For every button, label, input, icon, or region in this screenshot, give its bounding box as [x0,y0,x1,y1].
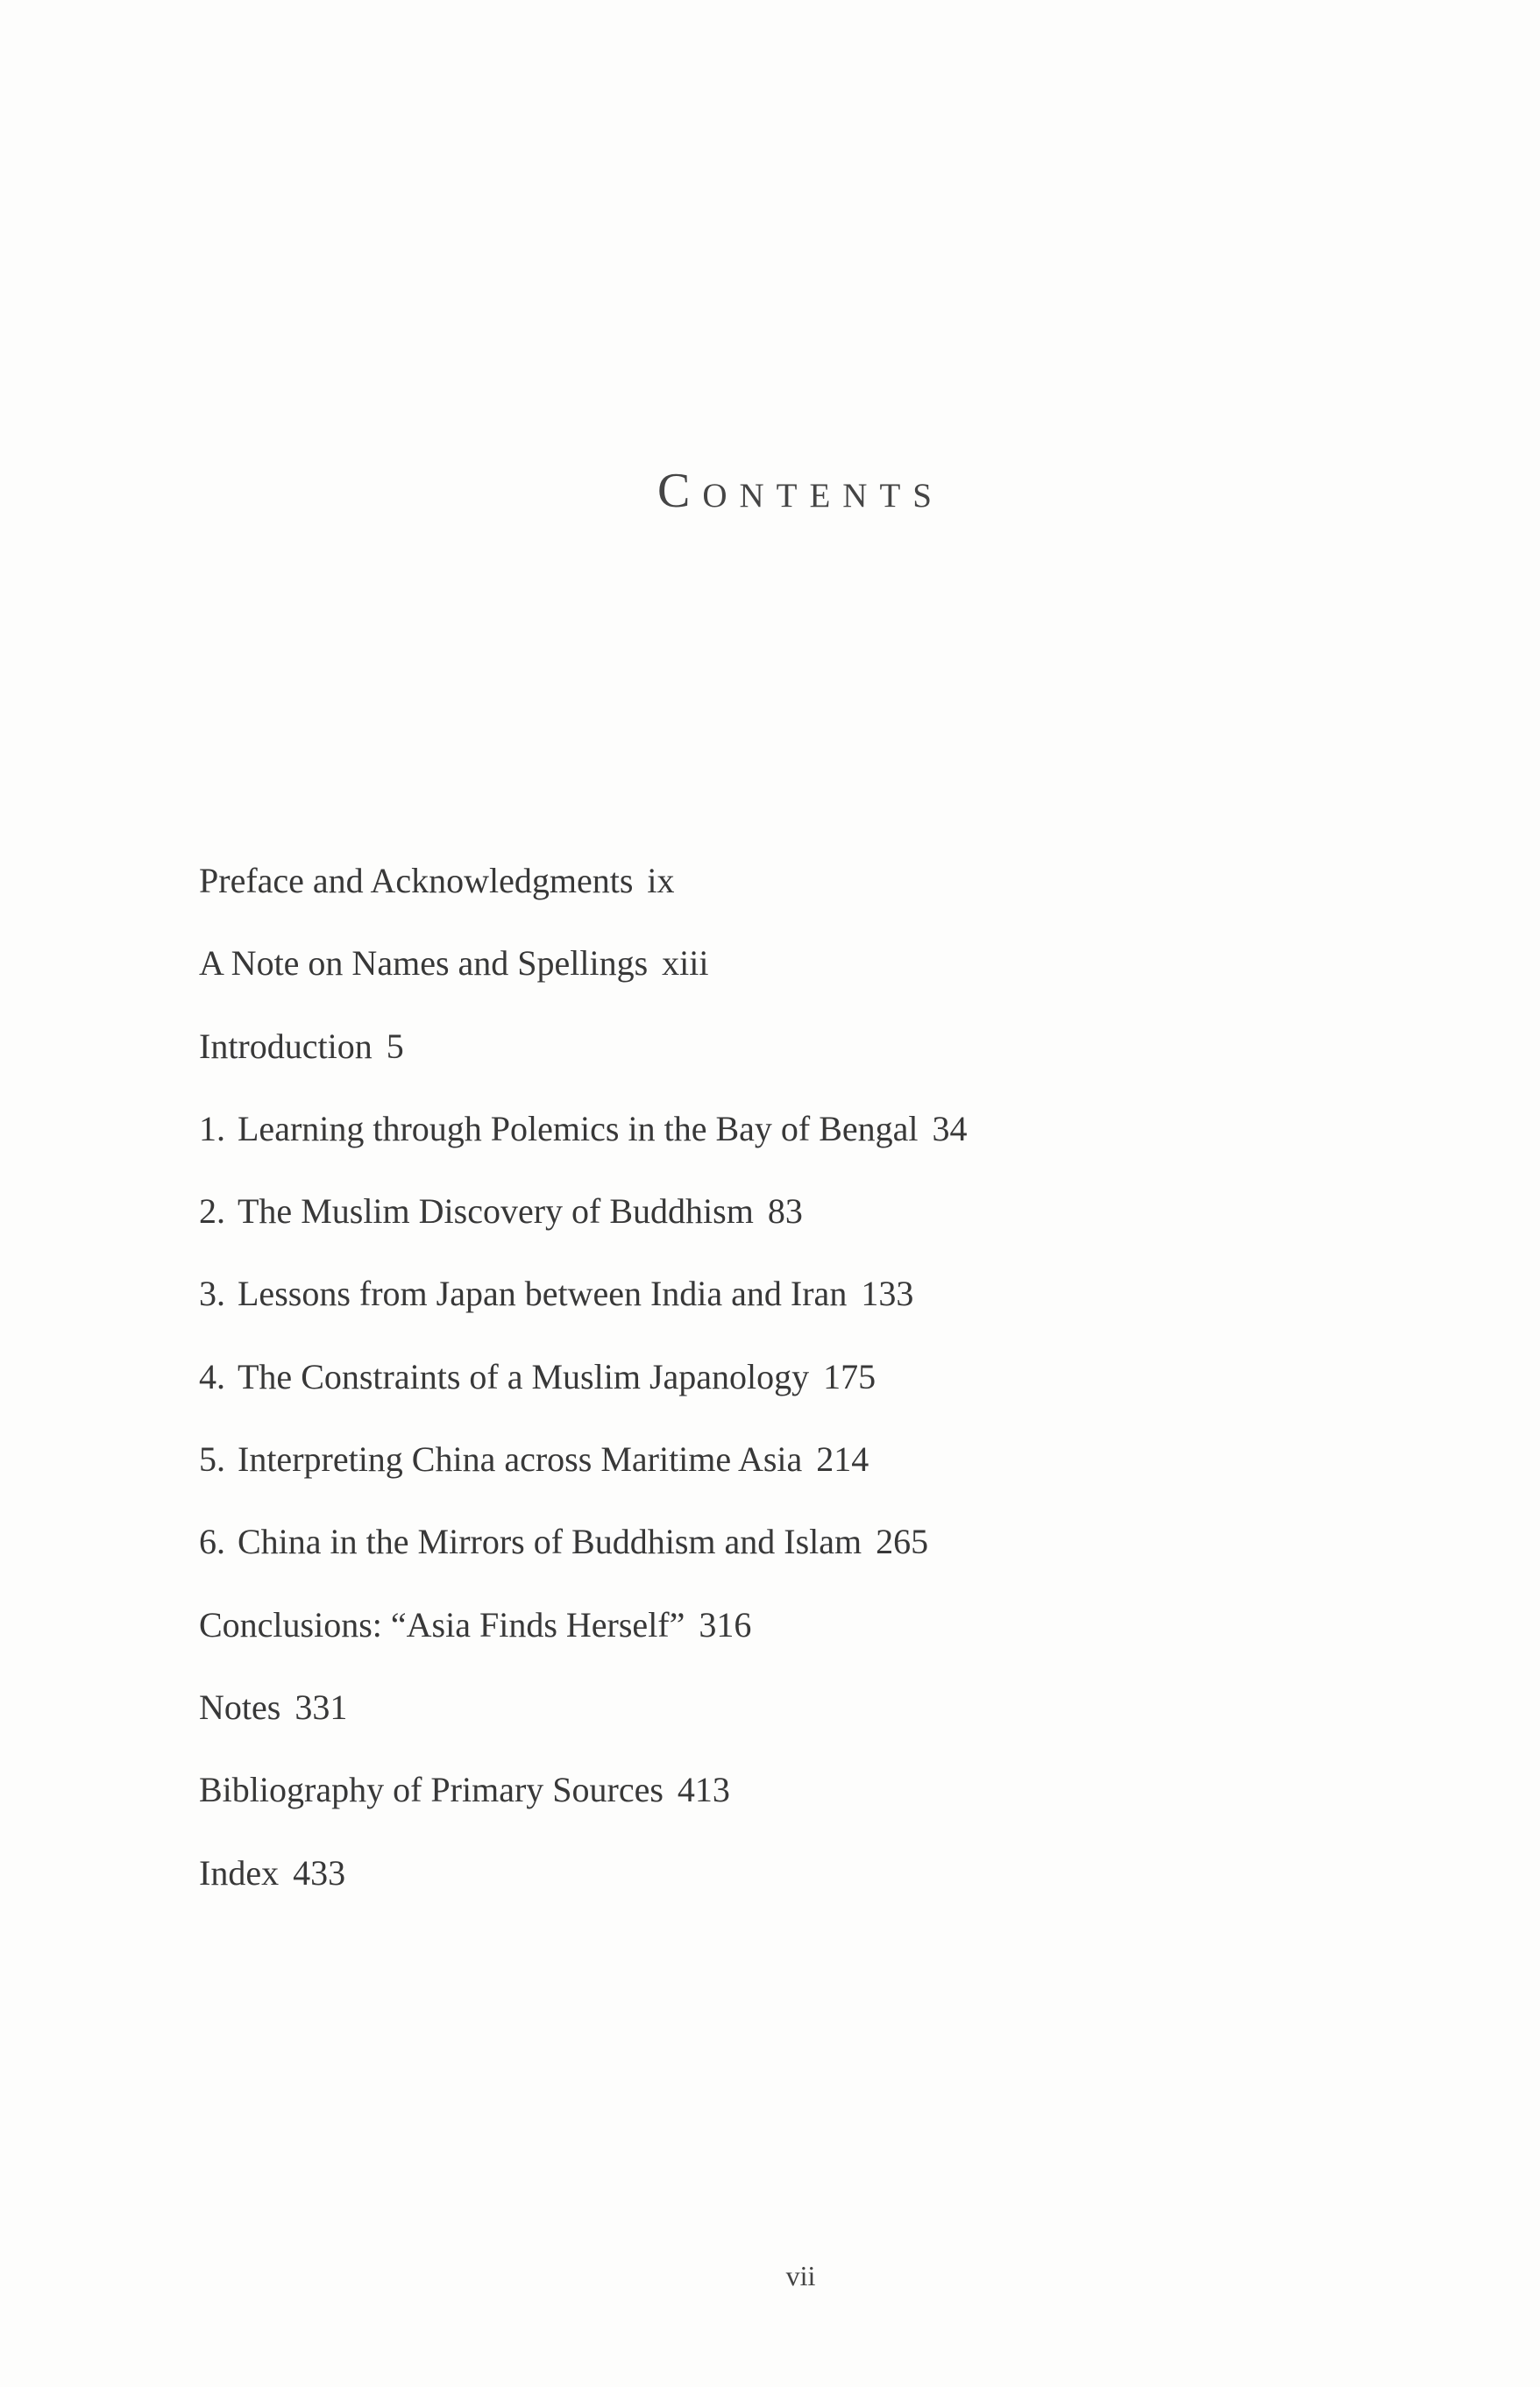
toc-entry-title: Notes [199,1687,281,1727]
toc-entry-title: Learning through Polemics in the Bay of Bengal [238,1108,919,1148]
toc-entry[interactable] [199,1433,1338,1516]
toc-entry-number: 2. [199,1191,225,1232]
toc-entry-page: 5 [386,1026,404,1066]
toc-entry-page: 214 [816,1439,869,1480]
toc-entry-page: ix [647,861,675,900]
toc-entry-number: 1. [199,1108,225,1148]
toc-entry[interactable] [199,1185,1338,1268]
toc-entry-page: 413 [677,1770,730,1810]
toc-entry-title: Preface and Acknowledgments [199,861,634,900]
toc-entry[interactable] [199,1268,1338,1350]
table-of-contents [199,855,1338,1929]
toc-entry-page: 331 [295,1687,348,1727]
toc-entry-page: 316 [699,1604,752,1645]
toc-entry-page: 34 [932,1108,968,1148]
toc-entry[interactable] [199,1847,1338,1929]
toc-entry[interactable] [199,1764,1338,1846]
toc-entry-title: Interpreting China across Maritime Asia [238,1439,803,1480]
toc-entry-number: 5. [199,1439,225,1480]
toc-entry[interactable] [199,1516,1338,1598]
toc-entry-page: 433 [293,1852,346,1893]
toc-entry-number: 4. [199,1356,225,1396]
toc-entry-number: 3. [199,1274,225,1314]
toc-entry-title: Bibliography of Primary Sources [199,1770,664,1810]
toc-entry-title: Index [199,1852,280,1893]
toc-entry-page: 133 [861,1274,914,1314]
toc-entry-page: 175 [823,1356,876,1396]
toc-entry[interactable] [199,1103,1338,1185]
toc-entry[interactable] [199,1351,1338,1433]
toc-entry-page: 83 [767,1191,803,1232]
toc-entry-title: A Note on Names and Spellings [199,943,649,984]
toc-entry-title: China in the Mirrors of Buddhism and Islam [238,1522,862,1562]
toc-entry-title: The Constraints of a Muslim Japanology [238,1356,810,1396]
toc-entry[interactable] [199,937,1338,1019]
toc-entry[interactable] [199,855,1338,937]
toc-entry-title: The Muslim Discovery of Buddhism [238,1191,754,1232]
toc-entry-page: xiii [662,943,709,984]
contents-heading: Contents [656,464,944,518]
toc-entry-number: 6. [199,1522,225,1562]
toc-entry-title: Lessons from Japan between India and Iran [238,1274,848,1314]
page-number: vii [785,2260,816,2291]
toc-entry-title: Introduction [199,1026,373,1066]
toc-entry-title: Conclusions: “Asia Finds Herself” [199,1604,685,1645]
toc-entry-page: 265 [876,1522,929,1562]
toc-entry[interactable] [199,1599,1338,1681]
toc-entry[interactable] [199,1020,1338,1103]
toc-entry[interactable] [199,1681,1338,1764]
